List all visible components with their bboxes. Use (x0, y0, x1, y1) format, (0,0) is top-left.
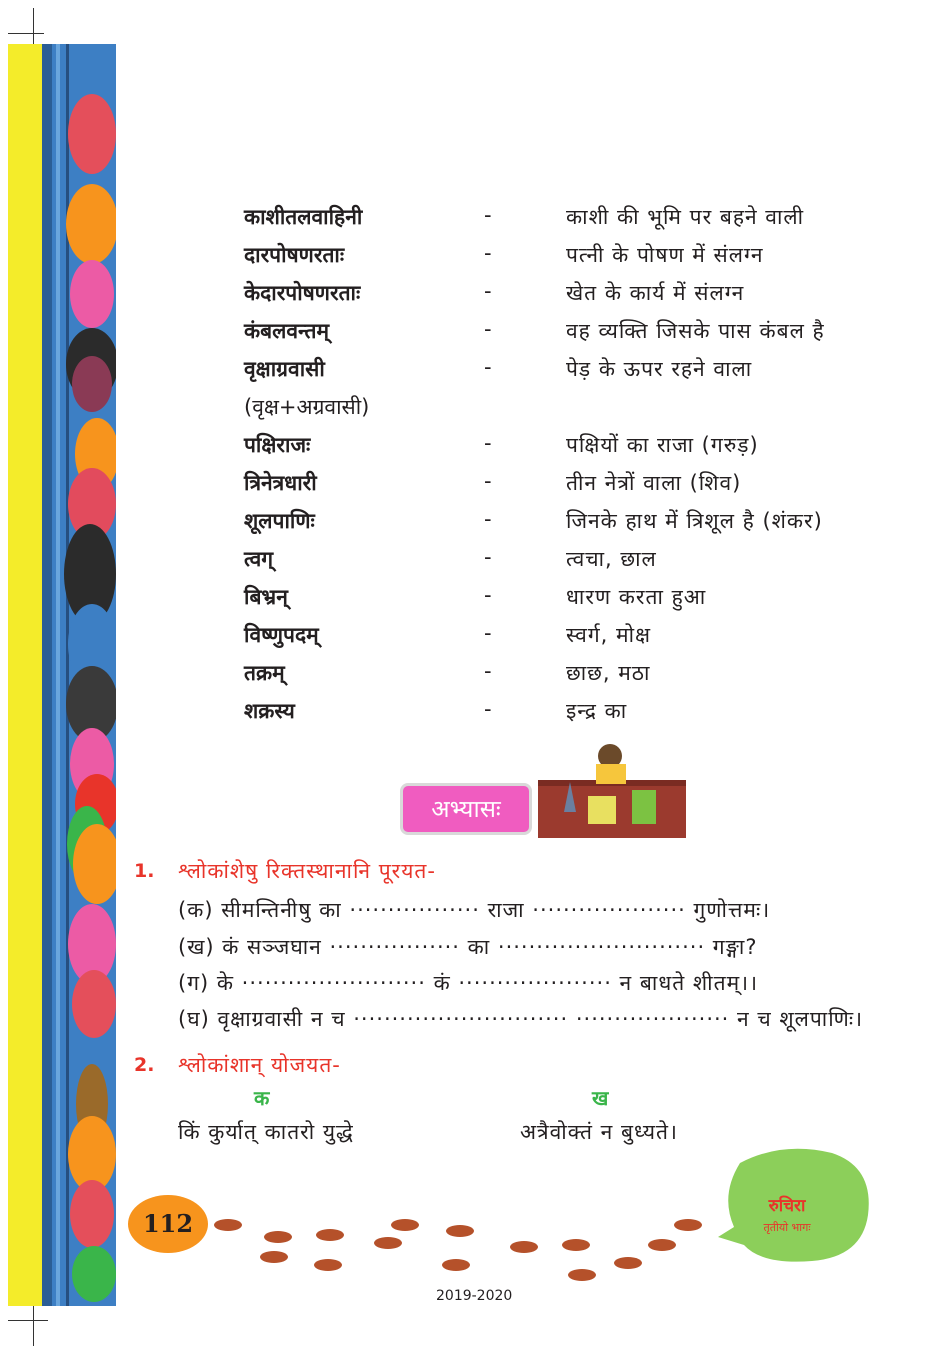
glossary-term: तक्रम् (244, 661, 285, 685)
question-2-number: 2. (134, 1054, 155, 1076)
glossary-row (244, 545, 884, 583)
glossary-row (244, 241, 884, 279)
glossary-dash: - (484, 507, 492, 531)
glossary-term: (वृक्ष+अग्रवासी) (244, 395, 370, 419)
glossary-dash: - (484, 583, 492, 607)
glossary-row (244, 279, 884, 317)
glossary-list (244, 203, 884, 735)
glossary-term: कंबलवन्तम् (244, 319, 330, 343)
crop-mark (8, 33, 44, 34)
footprints-decoration (210, 1205, 710, 1285)
glossary-dash: - (484, 203, 492, 227)
glossary-term: दारपोषणरताः (244, 243, 345, 267)
question-1-line-kha: (ख) कं सञ्जघान ················· का ··························· गङ्गा? (178, 935, 758, 959)
glossary-term: बिभ्रन् (244, 585, 288, 609)
page-number: 112 (128, 1195, 208, 1253)
glossary-dash: - (484, 545, 492, 569)
glossary-meaning: काशी की भूमि पर बहने वाली (566, 205, 805, 229)
glossary-meaning: जिनके हाथ में त्रिशूल है (शंकर) (566, 509, 823, 533)
glossary-dash: - (484, 469, 492, 493)
question-1-line-ka: (क) सीमन्तिनीषु का ················· राजा ···················· गुणोत्तमः। (178, 898, 771, 922)
glossary-row (244, 203, 884, 241)
glossary-term: केदारपोषणरताः (244, 281, 361, 305)
match-right-text: अत्रैवोक्तं न बुध्यते। (520, 1120, 678, 1144)
glossary-row (244, 697, 884, 735)
glossary-meaning: वह व्यक्ति जिसके पास कंबल है (566, 319, 825, 343)
exercise-heading: अभ्यासः (400, 783, 532, 835)
tribal-faces-border-illustration (42, 44, 116, 1306)
glossary-meaning: स्वर्ग, मोक्ष (566, 623, 652, 647)
glossary-term: शूलपाणिः (244, 509, 315, 533)
glossary-dash: - (484, 241, 492, 265)
glossary-row (244, 431, 884, 469)
glossary-meaning: त्वचा, छाल (566, 547, 657, 571)
edition-year: 2019-2020 (436, 1288, 513, 1304)
match-left-text: किं कुर्यात् कातरो युद्धे (178, 1120, 354, 1144)
glossary-row (244, 583, 884, 621)
glossary-term: वृक्षाग्रवासी (244, 357, 325, 381)
crop-mark (8, 1320, 48, 1321)
glossary-row (244, 469, 884, 507)
glossary-term: विष्णुपदम् (244, 623, 319, 647)
question-1-line-gha: (घ) वृक्षाग्रवासी न च ···························· ···················· न च शूलपाणिः। (178, 1007, 864, 1031)
glossary-meaning: धारण करता हुआ (566, 585, 707, 609)
glossary-row (244, 507, 884, 545)
glossary-dash: - (484, 431, 492, 455)
glossary-meaning: इन्द्र का (566, 699, 628, 723)
book-title: रुचिरा (768, 1196, 806, 1216)
glossary-meaning: पेड़ के ऊपर रहने वाला (566, 357, 753, 381)
column-b-heading: ख (592, 1086, 609, 1110)
glossary-meaning: तीन नेत्रों वाला (शिव) (566, 471, 742, 495)
yellow-border-strip (8, 44, 42, 1306)
glossary-row (244, 355, 884, 393)
glossary-dash: - (484, 697, 492, 721)
child-at-desk-illustration (538, 742, 686, 838)
glossary-dash: - (484, 317, 492, 341)
column-a-heading: क (254, 1086, 270, 1110)
question-1-title: श्लोकांशेषु रिक्तस्थानानि पूरयत- (178, 859, 436, 883)
glossary-dash: - (484, 621, 492, 645)
glossary-meaning: पत्नी के पोषण में संलग्न (566, 243, 764, 267)
book-part: तृतीयो भागः (763, 1221, 811, 1234)
crop-mark (33, 1306, 34, 1346)
glossary-term: काशीतलवाहिनी (244, 205, 363, 229)
crop-mark (33, 8, 34, 44)
glossary-term: त्रिनेत्रधारी (244, 471, 317, 495)
glossary-row (244, 659, 884, 697)
glossary-meaning: छाछ, मठा (566, 661, 651, 685)
glossary-dash: - (484, 279, 492, 303)
glossary-row (244, 621, 884, 659)
glossary-meaning: खेत के कार्य में संलग्न (566, 281, 745, 305)
glossary-dash: - (484, 355, 492, 379)
glossary-row (244, 393, 884, 431)
glossary-term: त्वग् (244, 547, 274, 571)
glossary-term: शक्रस्य (244, 699, 295, 723)
glossary-row (244, 317, 884, 355)
question-1-number: 1. (134, 860, 155, 882)
question-1-line-ga: (ग) के ························ कं ···················· न बाधते शीतम्।। (178, 971, 759, 995)
glossary-meaning: पक्षियों का राजा (गरुड़) (566, 433, 759, 457)
glossary-dash: - (484, 659, 492, 683)
question-2-title: श्लोकांशान् योजयत- (178, 1053, 341, 1077)
glossary-term: पक्षिराजः (244, 433, 311, 457)
